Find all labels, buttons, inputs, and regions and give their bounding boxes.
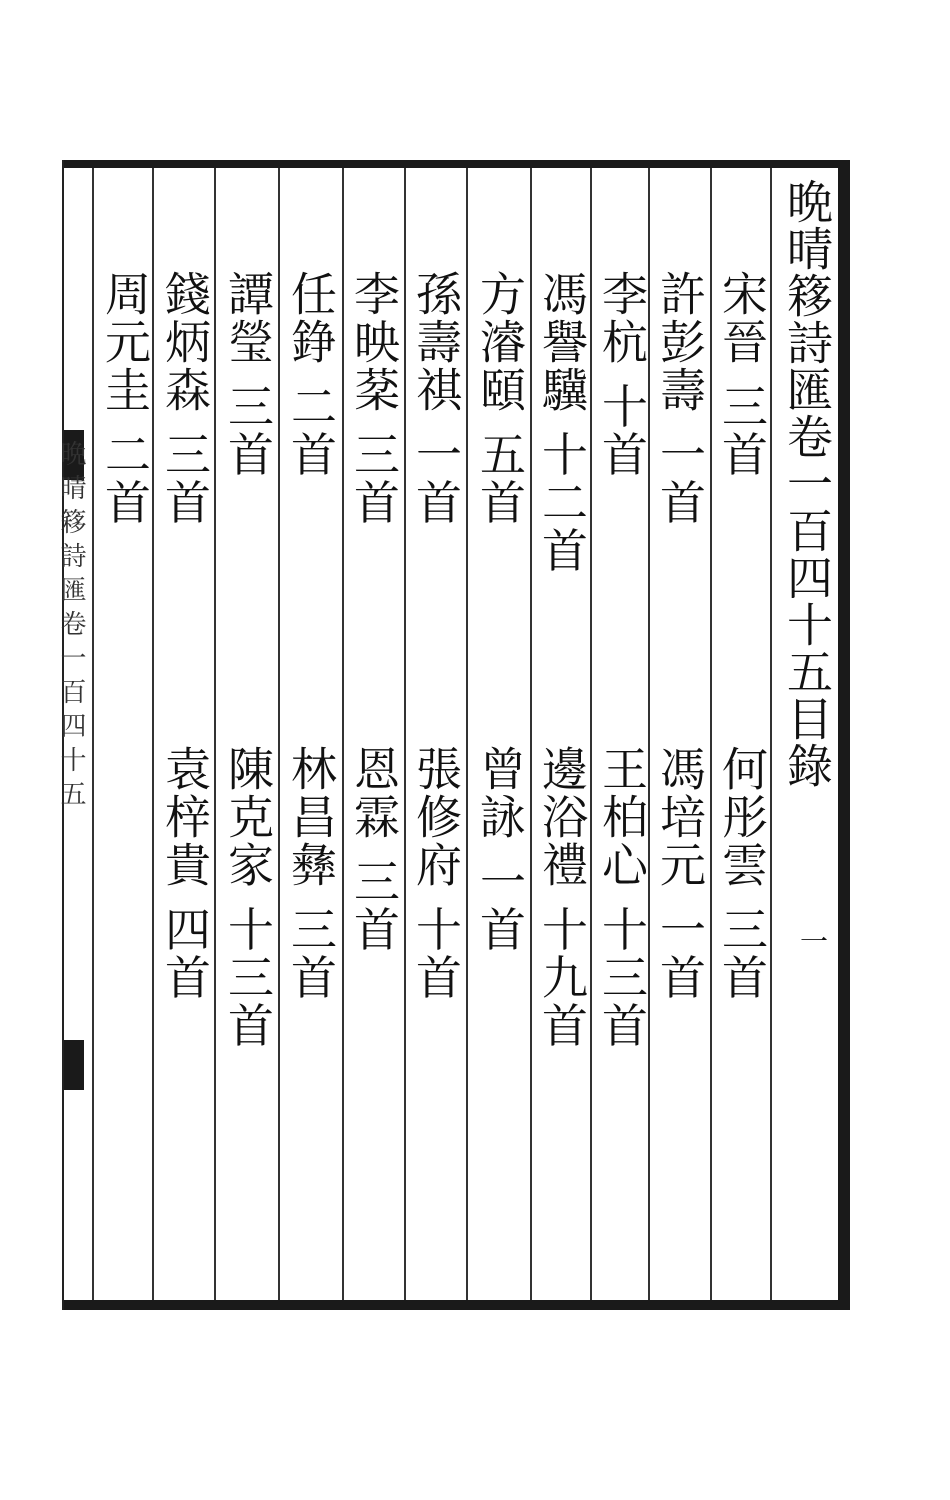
- entry-top: 李杭 十首: [595, 270, 649, 479]
- page-number: 一: [800, 925, 829, 958]
- entry-bottom: 馮培元 一首: [653, 745, 707, 1002]
- frame-right-border: [838, 160, 850, 1310]
- column-rule: [92, 168, 94, 1300]
- frame-top-border: [62, 160, 850, 168]
- entry-top: 許彭壽 一首: [653, 270, 707, 527]
- margin-label: 晩晴簃詩匯卷一百四十五: [56, 440, 86, 814]
- entry-top: 李映棻 三首: [347, 270, 401, 527]
- entry-bottom: 張修府 十首: [409, 745, 463, 1002]
- entry-top: 宋晉 三首: [715, 270, 769, 479]
- column-rule: [278, 168, 280, 1300]
- entry-top: 譚瑩 三首: [221, 270, 275, 479]
- frame-bottom-border: [62, 1300, 850, 1310]
- entry-bottom: 王柏心 十三首: [595, 745, 649, 1050]
- entry-top: 孫壽祺 一首: [409, 270, 463, 527]
- entry-bottom: 袁梓貴 四首: [158, 745, 212, 1002]
- entry-bottom: 恩霖 三首: [347, 745, 401, 954]
- entry-top: 周元圭 二首: [98, 270, 152, 527]
- entry-bottom: 何彤雲 三首: [715, 745, 769, 1002]
- entry-top: 任錚 二首: [284, 270, 338, 479]
- entry-bottom: 曾詠 一首: [473, 745, 527, 954]
- entry-top: 方濬頤 五首: [473, 270, 527, 527]
- entry-bottom: 陳克家 十三首: [221, 745, 275, 1050]
- column-rule: [466, 168, 468, 1300]
- entry-top: 馮譽驥 十二首: [535, 270, 589, 575]
- entry-bottom: 邊浴禮 十九首: [535, 745, 589, 1050]
- entry-top: 錢炳森 三首: [158, 270, 212, 527]
- page-title: 晩晴簃詩匯卷一百四十五目錄: [780, 178, 834, 789]
- entry-bottom: 林昌彝 三首: [284, 745, 338, 1002]
